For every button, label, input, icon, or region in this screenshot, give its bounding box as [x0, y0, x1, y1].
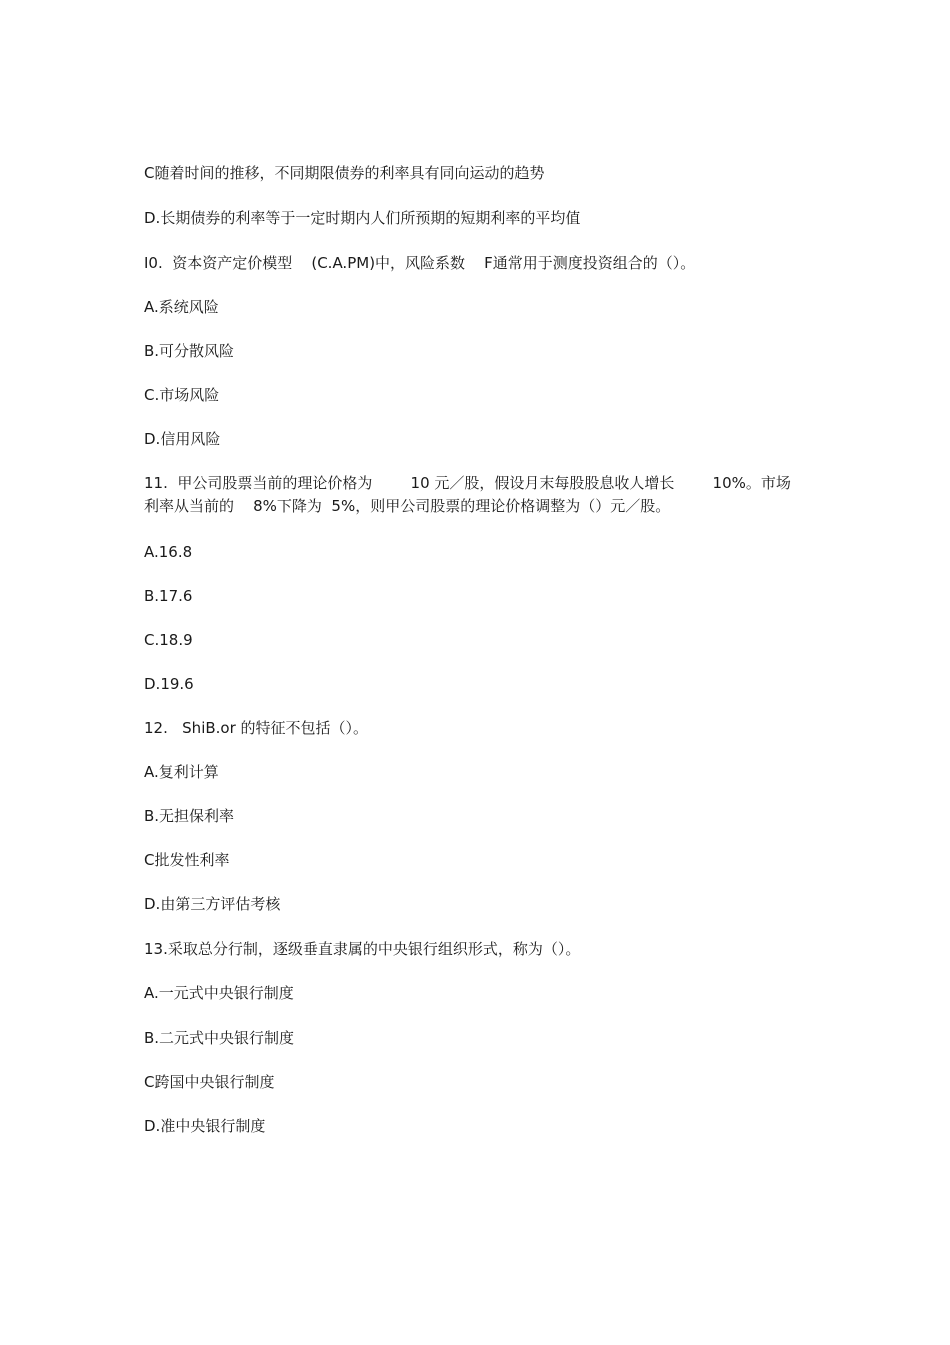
option-11b: B.17.6 — [144, 587, 193, 605]
option-13c: C跨国中央银行制度 — [144, 1073, 275, 1091]
question-13: 13.采取总分行制，逐级垂直隶属的中央银行组织形式，称为（）。 — [144, 940, 581, 958]
option-10b: B.可分散风险 — [144, 342, 235, 360]
option-12a: A.复利计算 — [144, 763, 219, 781]
option-10c: C.市场风险 — [144, 386, 220, 404]
option-12c: C批发性利率 — [144, 851, 230, 869]
option-13d: D.准中央银行制度 — [144, 1117, 266, 1135]
option-10a: A.系统风险 — [144, 298, 219, 316]
option-12d: D.由第三方评估考核 — [144, 895, 281, 913]
option-11a: A.16.8 — [144, 543, 193, 561]
question-11-line-2: 利率从当前的 8%下降为 5%，则甲公司股票的理论价格调整为（）元／股。 — [144, 497, 671, 515]
option-11d: D.19.6 — [144, 675, 194, 693]
question-10: I0. 资本资产定价模型 (C.A.PM)中，风险系数 F通常用于测度投资组合的（）。 — [144, 254, 696, 272]
question-11-line-1: 11. 甲公司股票当前的理论价格为 10 元／股，假设月末每股股息收人增长 10%。市场 — [144, 474, 791, 492]
option-9d: D.长期债券的利率等于一定时期内人们所预期的短期利率的平均值 — [144, 209, 581, 227]
option-11c: C.18.9 — [144, 631, 193, 649]
option-12b: B.无担保利率 — [144, 807, 235, 825]
option-10d: D.信用风险 — [144, 430, 221, 448]
option-13b: B.二元式中央银行制度 — [144, 1029, 295, 1047]
option-9c: C随着时间的推移，不同期限债券的利率具有同向运动的趋势 — [144, 164, 545, 182]
option-13a: A.一元式中央银行制度 — [144, 984, 294, 1002]
question-12: 12. ShiB.or 的特征不包括（）。 — [144, 719, 369, 737]
